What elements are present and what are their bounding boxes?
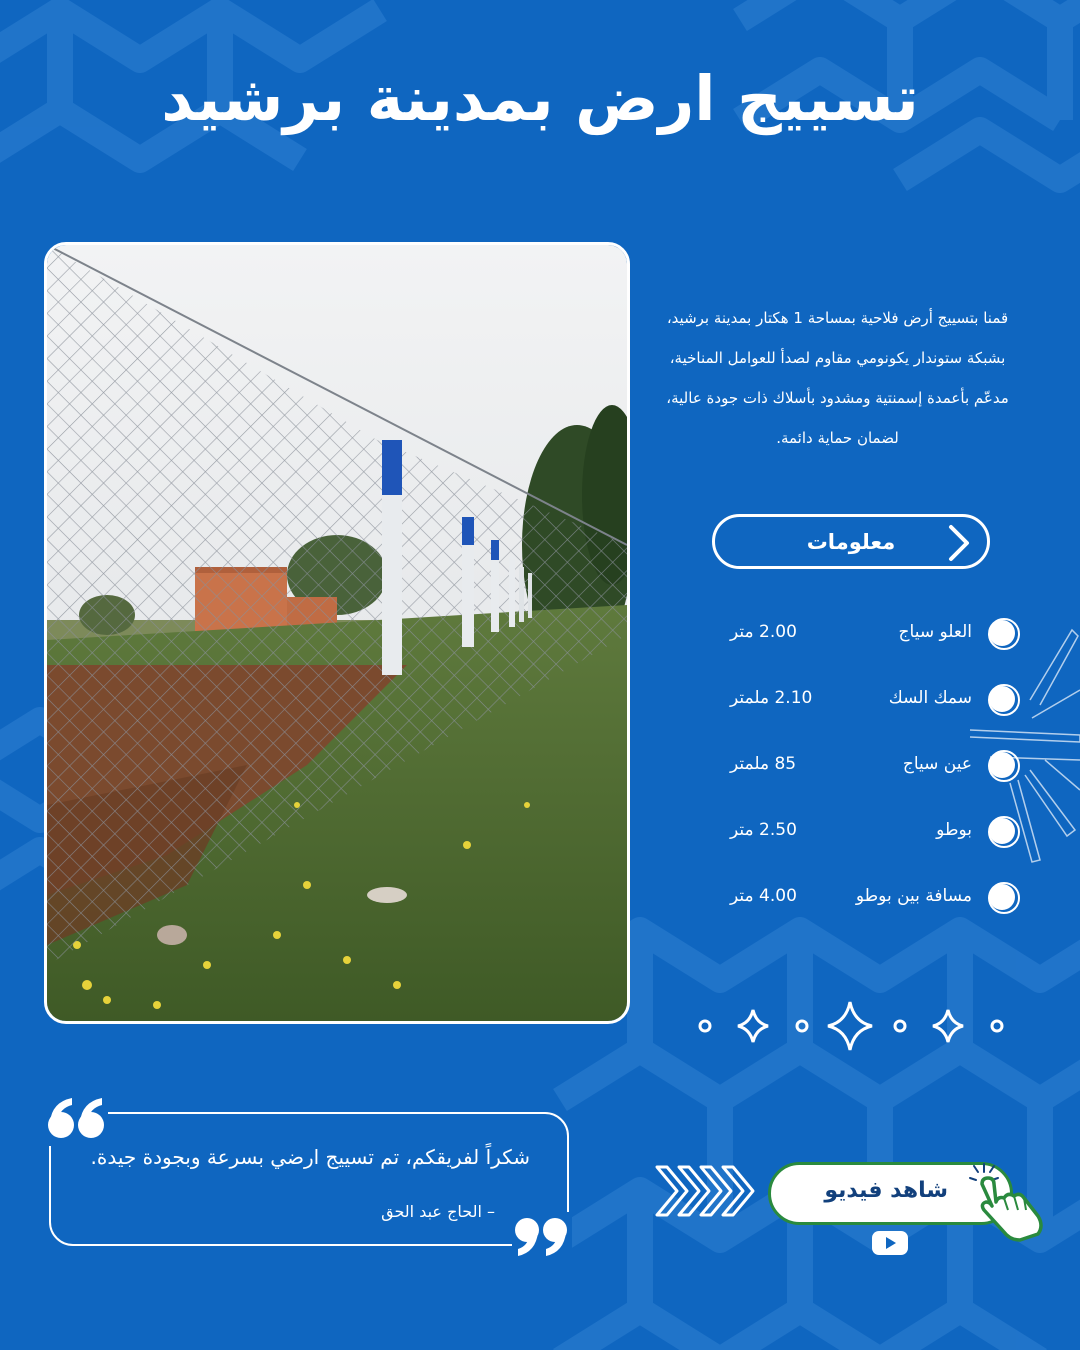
spec-label: مسافة بين بوطو (855, 886, 972, 906)
page-title: تسييج ارض بمدينة برشيد (161, 62, 919, 135)
spec-value: 4.00 متر (730, 886, 797, 906)
testimonial-box (49, 1112, 569, 1246)
sparkle-divider (690, 1000, 1020, 1060)
spec-row (690, 814, 1030, 850)
spec-row (690, 682, 1030, 718)
spec-label: عين سياج (902, 754, 972, 774)
bullet-circle-icon (984, 616, 1024, 652)
bullet-circle-icon (984, 748, 1024, 784)
chevron-right-icon (943, 523, 973, 563)
watch-video-label: شاهد فيديو (824, 1178, 948, 1203)
spec-row (690, 616, 1030, 652)
spec-row (690, 748, 1030, 784)
project-description: قمنا بتسييج أرض فلاحية بمساحة 1 هكتار بمدينة برشيد، بشبكة ستوندار يكونومي مقاوم لصدأ للعوامل المناخية، مدعّم بأعمدة إسمنتية ومشدود بأسلاك ذات جودة عالية، لضمان حماية دائمة. (666, 309, 1009, 447)
testimonial-author: – الحاج عبد الحق (381, 1202, 495, 1221)
spec-value: 2.50 متر (730, 820, 797, 840)
youtube-play-icon[interactable] (871, 1230, 909, 1256)
testimonial-text: شكراً لفريقكم، تم تسييج ارضي بسرعة وبجودة جيدة. (90, 1145, 530, 1169)
quote-open-icon (44, 1092, 108, 1146)
quote-close-icon (512, 1212, 572, 1262)
bullet-circle-icon (984, 682, 1024, 718)
fence-photo (44, 242, 630, 1024)
bullet-circle-icon (984, 814, 1024, 850)
info-button-label: معلومات (806, 529, 896, 554)
spec-value: 2.10 ملمتر (730, 688, 813, 708)
spec-row (690, 880, 1030, 916)
spec-label: سمك السك (888, 688, 972, 708)
info-button[interactable] (712, 514, 990, 569)
pointer-hand-icon (958, 1158, 1050, 1242)
bullet-circle-icon (984, 880, 1024, 916)
arrows-right-icon (655, 1163, 757, 1219)
spec-label: بوطو (936, 820, 972, 840)
spec-value: 2.00 متر (730, 622, 797, 642)
spec-value: 85 ملمتر (730, 754, 797, 774)
spec-label: العلو سياج (898, 622, 972, 642)
